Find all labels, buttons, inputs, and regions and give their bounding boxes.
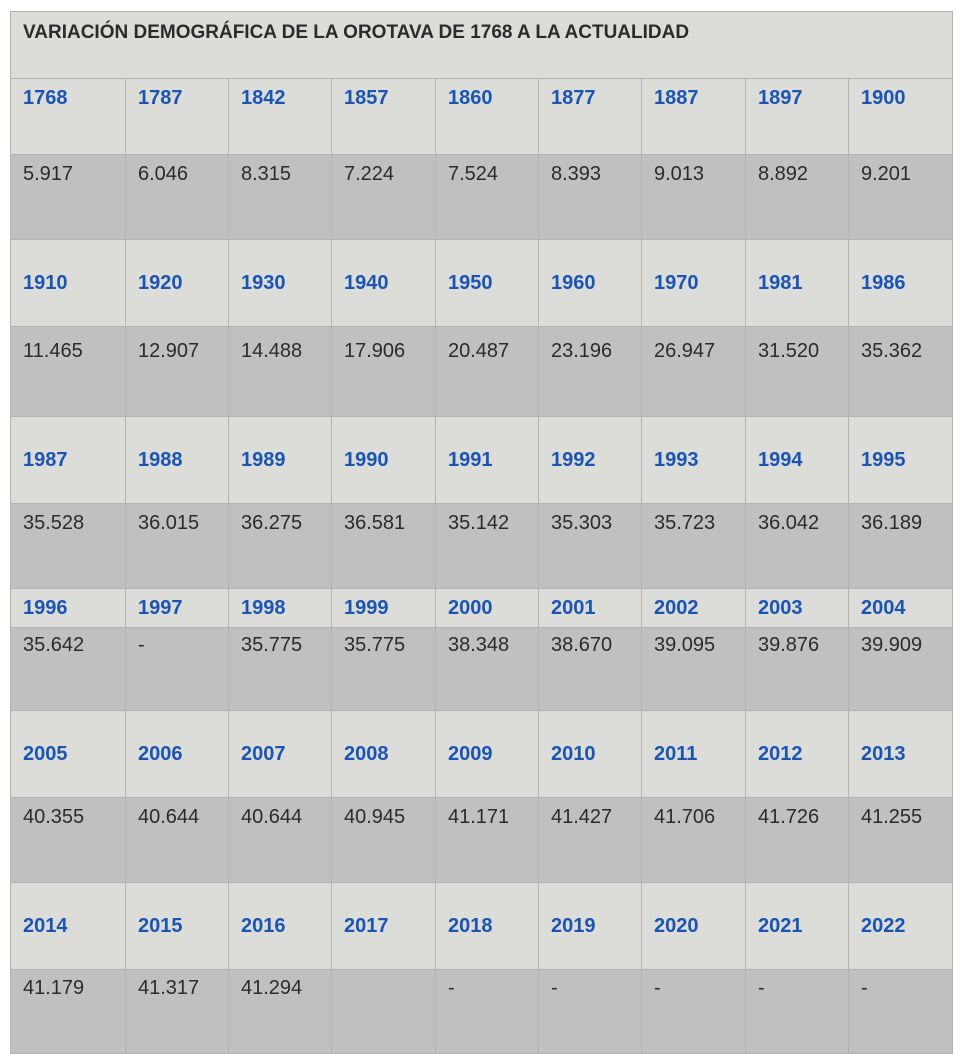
- year-cell: 2017: [332, 883, 436, 970]
- year-cell: 1981: [746, 240, 849, 327]
- value-row: [11, 327, 953, 417]
- population-cell: 7.224: [332, 155, 436, 240]
- year-cell: 1920: [126, 240, 229, 327]
- year-cell: 1877: [539, 79, 642, 155]
- value-row: [11, 628, 953, 711]
- population-cell: 8.393: [539, 155, 642, 240]
- year-cell: 1897: [746, 79, 849, 155]
- year-cell: 1986: [849, 240, 953, 327]
- population-cell: 36.275: [229, 504, 332, 589]
- population-cell: 35.142: [436, 504, 539, 589]
- value-row: [11, 798, 953, 883]
- year-cell: 1997: [126, 589, 229, 628]
- year-cell: 2021: [746, 883, 849, 970]
- population-cell: 40.945: [332, 798, 436, 883]
- year-cell: 2014: [11, 883, 126, 970]
- year-cell: 2002: [642, 589, 746, 628]
- population-cell: 7.524: [436, 155, 539, 240]
- year-row: [11, 883, 953, 970]
- population-cell: 26.947: [642, 327, 746, 417]
- population-cell: 5.917: [11, 155, 126, 240]
- year-cell: 1999: [332, 589, 436, 628]
- population-cell: 36.015: [126, 504, 229, 589]
- population-cell: 35.723: [642, 504, 746, 589]
- population-cell: 31.520: [746, 327, 849, 417]
- year-cell: 2022: [849, 883, 953, 970]
- year-cell: 1910: [11, 240, 126, 327]
- value-row: [11, 504, 953, 589]
- population-cell: [332, 970, 436, 1054]
- title-row: [11, 12, 953, 79]
- population-cell: 36.581: [332, 504, 436, 589]
- year-cell: 1991: [436, 417, 539, 504]
- population-cell: 35.775: [229, 628, 332, 711]
- year-cell: 1787: [126, 79, 229, 155]
- population-cell: -: [642, 970, 746, 1054]
- population-cell: 35.642: [11, 628, 126, 711]
- population-cell: 14.488: [229, 327, 332, 417]
- year-row: [11, 79, 953, 155]
- year-cell: 1860: [436, 79, 539, 155]
- population-cell: -: [436, 970, 539, 1054]
- year-cell: 1995: [849, 417, 953, 504]
- population-cell: 9.013: [642, 155, 746, 240]
- year-cell: 2011: [642, 711, 746, 798]
- population-cell: 8.315: [229, 155, 332, 240]
- population-cell: 38.348: [436, 628, 539, 711]
- year-cell: 1994: [746, 417, 849, 504]
- year-cell: 2020: [642, 883, 746, 970]
- population-cell: 11.465: [11, 327, 126, 417]
- population-cell: 9.201: [849, 155, 953, 240]
- year-cell: 1988: [126, 417, 229, 504]
- year-cell: 2001: [539, 589, 642, 628]
- population-cell: 35.362: [849, 327, 953, 417]
- year-cell: 1930: [229, 240, 332, 327]
- year-cell: 1992: [539, 417, 642, 504]
- year-cell: 2004: [849, 589, 953, 628]
- population-cell: 40.644: [229, 798, 332, 883]
- population-cell: 35.775: [332, 628, 436, 711]
- year-row: [11, 417, 953, 504]
- year-row: [11, 240, 953, 327]
- year-row: [11, 711, 953, 798]
- population-cell: 8.892: [746, 155, 849, 240]
- population-cell: 41.179: [11, 970, 126, 1054]
- year-cell: 2016: [229, 883, 332, 970]
- population-cell: 41.294: [229, 970, 332, 1054]
- population-cell: 41.427: [539, 798, 642, 883]
- population-cell: 40.644: [126, 798, 229, 883]
- population-cell: 39.876: [746, 628, 849, 711]
- year-cell: 1998: [229, 589, 332, 628]
- year-cell: 2019: [539, 883, 642, 970]
- population-cell: 40.355: [11, 798, 126, 883]
- population-cell: 35.303: [539, 504, 642, 589]
- year-cell: 2000: [436, 589, 539, 628]
- population-cell: 17.906: [332, 327, 436, 417]
- year-cell: 2005: [11, 711, 126, 798]
- population-cell: -: [746, 970, 849, 1054]
- population-cell: 41.317: [126, 970, 229, 1054]
- year-cell: 1990: [332, 417, 436, 504]
- year-cell: 2007: [229, 711, 332, 798]
- year-cell: 1857: [332, 79, 436, 155]
- population-cell: 6.046: [126, 155, 229, 240]
- year-cell: 1950: [436, 240, 539, 327]
- population-cell: 20.487: [436, 327, 539, 417]
- population-cell: 36.189: [849, 504, 953, 589]
- population-cell: -: [539, 970, 642, 1054]
- population-cell: 41.255: [849, 798, 953, 883]
- year-cell: 1768: [11, 79, 126, 155]
- year-cell: 2008: [332, 711, 436, 798]
- value-row: [11, 970, 953, 1054]
- year-cell: 1989: [229, 417, 332, 504]
- year-row: [11, 589, 953, 628]
- year-cell: 2003: [746, 589, 849, 628]
- year-cell: 2010: [539, 711, 642, 798]
- year-cell: 2013: [849, 711, 953, 798]
- year-cell: 1940: [332, 240, 436, 327]
- year-cell: 2015: [126, 883, 229, 970]
- year-cell: 2009: [436, 711, 539, 798]
- population-cell: 38.670: [539, 628, 642, 711]
- population-cell: 35.528: [11, 504, 126, 589]
- population-cell: 12.907: [126, 327, 229, 417]
- year-cell: 1887: [642, 79, 746, 155]
- year-cell: 1842: [229, 79, 332, 155]
- population-cell: -: [126, 628, 229, 711]
- population-table: [10, 11, 953, 1054]
- population-cell: 36.042: [746, 504, 849, 589]
- year-cell: 2012: [746, 711, 849, 798]
- year-cell: 1970: [642, 240, 746, 327]
- population-cell: 39.909: [849, 628, 953, 711]
- year-cell: 1900: [849, 79, 953, 155]
- year-cell: 2006: [126, 711, 229, 798]
- year-cell: 1996: [11, 589, 126, 628]
- year-cell: 1993: [642, 417, 746, 504]
- population-cell: 39.095: [642, 628, 746, 711]
- population-cell: 41.706: [642, 798, 746, 883]
- year-cell: 2018: [436, 883, 539, 970]
- population-cell: 41.171: [436, 798, 539, 883]
- table-title-cell: [11, 12, 953, 79]
- population-cell: 41.726: [746, 798, 849, 883]
- population-cell: -: [849, 970, 953, 1054]
- value-row: [11, 155, 953, 240]
- year-cell: 1960: [539, 240, 642, 327]
- table-title: VARIACIÓN DEMOGRÁFICA DE LA OROTAVA DE 1768 A LA ACTUALIDAD: [23, 22, 690, 43]
- population-cell: 23.196: [539, 327, 642, 417]
- year-cell: 1987: [11, 417, 126, 504]
